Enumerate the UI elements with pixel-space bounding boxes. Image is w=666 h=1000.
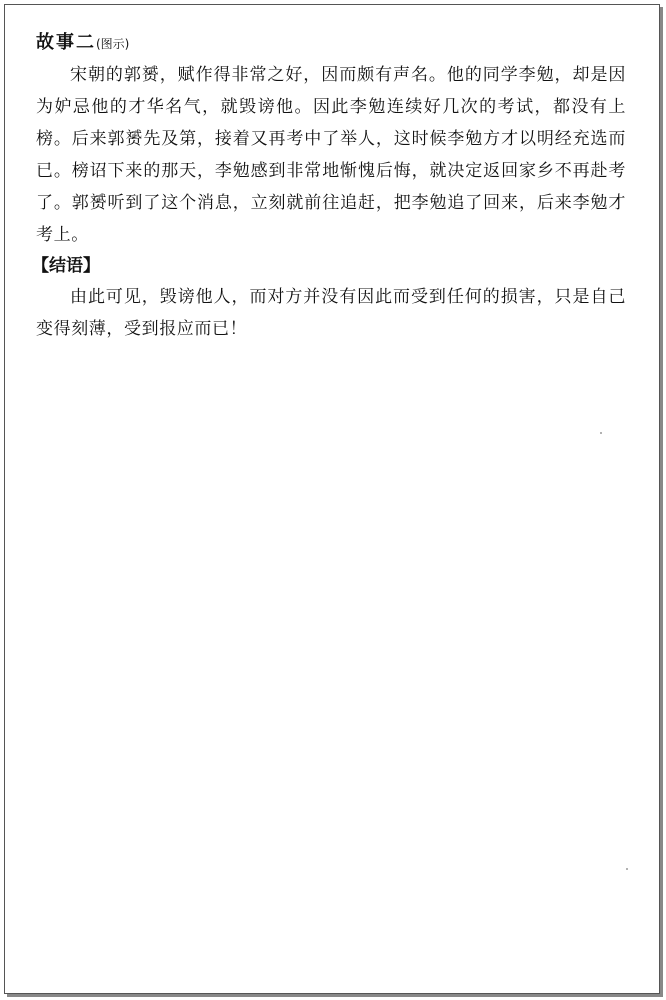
conclusion-paragraph: 由此可见，毁谤他人，而对方并没有因此而受到任何的损害，只是自己变得刻薄，受到报应而已！ — [36, 287, 626, 339]
story-paragraph: 宋朝的郭赟，赋作得非常之好，因而颇有声名。他的同学李勉，却是因为妒忌他的才华名气，就毁谤他。因此李勉连续好几次的考试，都没有上榜。后来郭赟先及第，接着又再考中了举人，这时候李勉方才以明经充选而已。榜诏下来的那天，李勉感到非常地惭愧后悔，就决定返回家乡不再赴考了。郭赟听到了这个消息，立刻就前往追赶，把李勉追了回来，后来李勉才考上。 — [36, 65, 626, 245]
scan-speck — [600, 432, 602, 434]
document-body — [32, 28, 626, 345]
scan-speck — [626, 868, 628, 870]
conclusion-heading: 【结语】 — [32, 256, 100, 276]
story-note: (图示) — [96, 37, 130, 51]
story-title: 故事二 — [36, 32, 96, 53]
story-heading — [36, 28, 626, 59]
